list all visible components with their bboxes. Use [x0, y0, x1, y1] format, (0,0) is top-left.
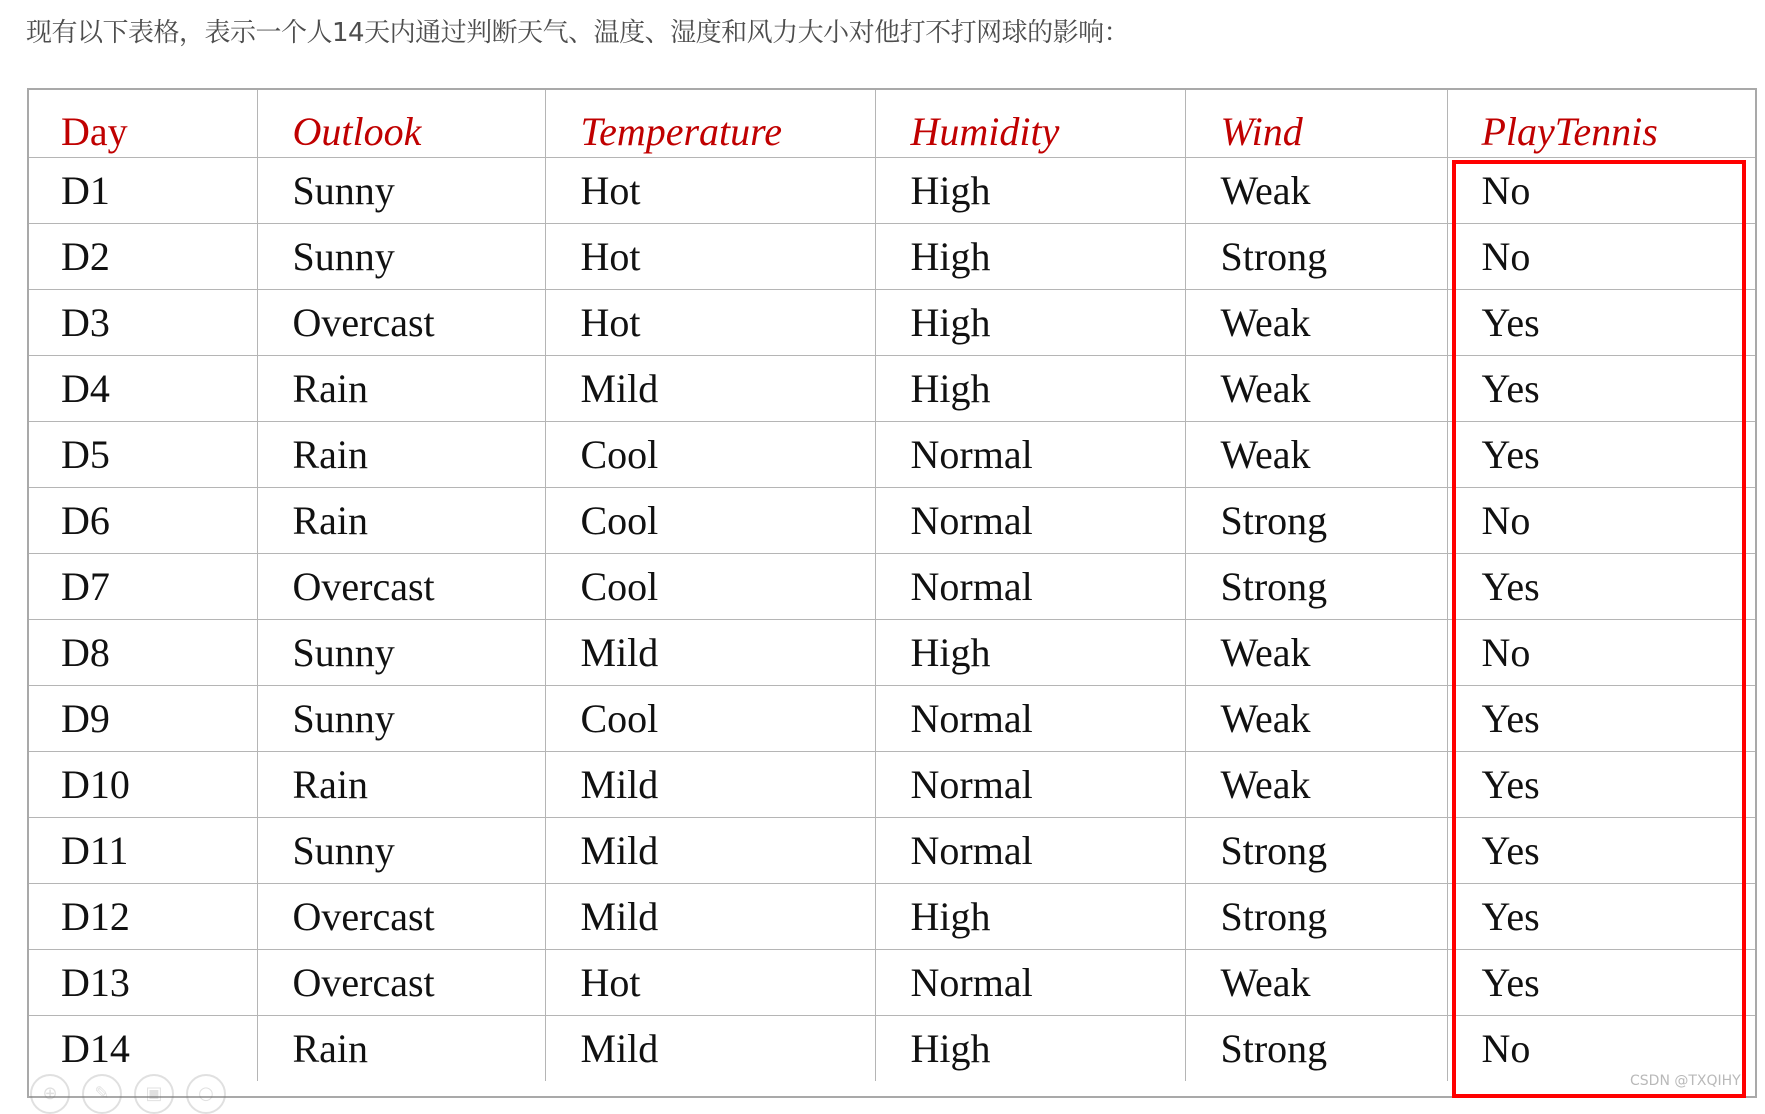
cell-wind: Weak — [1185, 157, 1447, 223]
cell-outlook: Overcast — [257, 289, 545, 355]
floating-toolbar — [30, 1074, 226, 1114]
header-humidity: Humidity — [875, 90, 1185, 157]
cell-wind: Weak — [1185, 949, 1447, 1015]
cell-temperature: Mild — [545, 751, 875, 817]
cell-temperature: Hot — [545, 289, 875, 355]
cell-day: D8 — [29, 619, 257, 685]
cell-outlook: Sunny — [257, 685, 545, 751]
cell-outlook: Overcast — [257, 553, 545, 619]
cell-playtennis: Yes — [1447, 685, 1755, 751]
cell-outlook: Rain — [257, 355, 545, 421]
table-row — [29, 685, 1755, 751]
cell-outlook: Rain — [257, 487, 545, 553]
table-row — [29, 289, 1755, 355]
cell-playtennis: Yes — [1447, 421, 1755, 487]
cell-humidity: Normal — [875, 553, 1185, 619]
cell-humidity: High — [875, 223, 1185, 289]
cell-temperature: Mild — [545, 355, 875, 421]
cell-playtennis: Yes — [1447, 355, 1755, 421]
cell-wind: Weak — [1185, 685, 1447, 751]
header-day: Day — [29, 90, 257, 157]
cell-outlook: Sunny — [257, 223, 545, 289]
table-row — [29, 949, 1755, 1015]
cell-playtennis: Yes — [1447, 949, 1755, 1015]
cell-playtennis: No — [1447, 619, 1755, 685]
cell-wind: Strong — [1185, 487, 1447, 553]
table-row — [29, 817, 1755, 883]
cell-temperature: Hot — [545, 223, 875, 289]
header-temperature: Temperature — [545, 90, 875, 157]
table-row — [29, 619, 1755, 685]
cell-wind: Weak — [1185, 619, 1447, 685]
cell-outlook: Rain — [257, 1015, 545, 1081]
cell-humidity: High — [875, 289, 1185, 355]
cell-outlook: Overcast — [257, 883, 545, 949]
table-row — [29, 487, 1755, 553]
cell-temperature: Cool — [545, 685, 875, 751]
table-row — [29, 1015, 1755, 1081]
cell-wind: Weak — [1185, 355, 1447, 421]
zoom-icon[interactable]: ⊕ — [30, 1074, 70, 1114]
cell-playtennis: Yes — [1447, 289, 1755, 355]
search-icon[interactable]: ○ — [186, 1074, 226, 1114]
cell-day: D11 — [29, 817, 257, 883]
watermark: CSDN @TXQIHY — [1630, 1073, 1741, 1089]
cell-day: D4 — [29, 355, 257, 421]
cell-playtennis: No — [1447, 157, 1755, 223]
cell-day: D10 — [29, 751, 257, 817]
cell-outlook: Overcast — [257, 949, 545, 1015]
cell-outlook: Rain — [257, 421, 545, 487]
tennis-table-container — [27, 88, 1757, 1098]
table-row — [29, 421, 1755, 487]
cell-wind: Weak — [1185, 421, 1447, 487]
cell-wind: Weak — [1185, 289, 1447, 355]
cell-playtennis: Yes — [1447, 817, 1755, 883]
cell-humidity: Normal — [875, 817, 1185, 883]
cell-day: D3 — [29, 289, 257, 355]
cell-humidity: Normal — [875, 421, 1185, 487]
cell-humidity: High — [875, 883, 1185, 949]
cell-day: D5 — [29, 421, 257, 487]
cell-temperature: Mild — [545, 883, 875, 949]
intro-text: 现有以下表格，表示一个人14天内通过判断天气、温度、湿度和风力大小对他打不打网球的影响： — [26, 18, 1130, 48]
edit-icon[interactable]: ✎ — [82, 1074, 122, 1114]
cell-day: D7 — [29, 553, 257, 619]
cell-wind: Strong — [1185, 883, 1447, 949]
screenshot-icon[interactable]: ▣ — [134, 1074, 174, 1114]
cell-day: D6 — [29, 487, 257, 553]
cell-humidity: High — [875, 355, 1185, 421]
table-row — [29, 751, 1755, 817]
cell-day: D9 — [29, 685, 257, 751]
cell-humidity: High — [875, 1015, 1185, 1081]
table-body — [29, 157, 1755, 1081]
cell-wind: Strong — [1185, 1015, 1447, 1081]
cell-temperature: Cool — [545, 487, 875, 553]
header-wind: Wind — [1185, 90, 1447, 157]
cell-temperature: Hot — [545, 157, 875, 223]
tennis-data-table — [29, 90, 1755, 1081]
cell-outlook: Sunny — [257, 817, 545, 883]
cell-playtennis: Yes — [1447, 883, 1755, 949]
cell-temperature: Mild — [545, 619, 875, 685]
cell-day: D14 — [29, 1015, 257, 1081]
header-playtennis: PlayTennis — [1447, 90, 1755, 157]
cell-humidity: Normal — [875, 751, 1185, 817]
cell-playtennis: Yes — [1447, 751, 1755, 817]
table-row — [29, 157, 1755, 223]
cell-temperature: Mild — [545, 817, 875, 883]
cell-humidity: High — [875, 619, 1185, 685]
cell-humidity: High — [875, 157, 1185, 223]
cell-day: D13 — [29, 949, 257, 1015]
cell-wind: Strong — [1185, 223, 1447, 289]
cell-playtennis: Yes — [1447, 553, 1755, 619]
cell-temperature: Hot — [545, 949, 875, 1015]
cell-wind: Weak — [1185, 751, 1447, 817]
cell-humidity: Normal — [875, 487, 1185, 553]
cell-wind: Strong — [1185, 817, 1447, 883]
cell-playtennis: No — [1447, 223, 1755, 289]
cell-playtennis: No — [1447, 487, 1755, 553]
cell-day: D2 — [29, 223, 257, 289]
table-row — [29, 355, 1755, 421]
cell-wind: Strong — [1185, 553, 1447, 619]
cell-temperature: Cool — [545, 553, 875, 619]
cell-day: D1 — [29, 157, 257, 223]
cell-outlook: Sunny — [257, 157, 545, 223]
cell-day: D12 — [29, 883, 257, 949]
cell-temperature: Mild — [545, 1015, 875, 1081]
cell-temperature: Cool — [545, 421, 875, 487]
cell-playtennis: No — [1481, 1025, 1531, 1071]
cell-outlook: Sunny — [257, 619, 545, 685]
table-header-row — [29, 90, 1755, 157]
cell-outlook: Rain — [257, 751, 545, 817]
header-outlook: Outlook — [257, 90, 545, 157]
table-row — [29, 553, 1755, 619]
table-row — [29, 883, 1755, 949]
table-row — [29, 223, 1755, 289]
cell-humidity: Normal — [875, 949, 1185, 1015]
cell-humidity: Normal — [875, 685, 1185, 751]
